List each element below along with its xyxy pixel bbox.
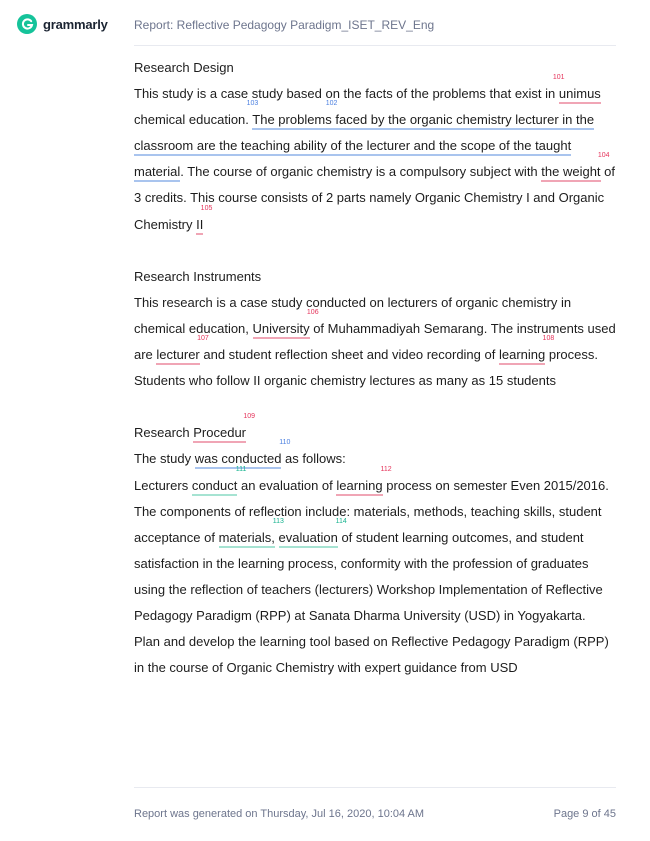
suggestion-word: lecturer — [156, 347, 200, 363]
suggestion-number: 114 — [335, 517, 347, 525]
spacer — [134, 238, 616, 264]
suggestion-number: 108 — [542, 335, 555, 343]
suggestion-107[interactable] — [156, 335, 209, 365]
suggestion-word: conduct — [191, 477, 238, 493]
logo-text: grammarly — [43, 16, 108, 32]
suggestion-109[interactable] — [193, 413, 255, 443]
suggestion-number: 109 — [243, 413, 255, 421]
text: The study — [134, 451, 195, 467]
paragraph-procedure-step1 — [134, 465, 616, 630]
document-body — [134, 55, 616, 681]
suggestion-number: 102 — [325, 100, 338, 108]
text: Lecturers — [134, 477, 192, 493]
suggestion-number: 110 — [279, 439, 291, 447]
paragraph-procedure-intro — [134, 439, 616, 472]
text: Research — [134, 425, 194, 441]
suggestion-number: 101 — [552, 74, 565, 82]
suggestion-word: the weight — [541, 164, 601, 180]
suggestion-word: learning — [498, 347, 546, 363]
suggestion-112[interactable] — [336, 465, 392, 496]
suggestion-number: 113 — [272, 517, 284, 525]
suggestion-word: learning — [336, 477, 383, 493]
text: of Muhammadiyah Semarang. The instruments used are — [134, 320, 616, 363]
suggestion-number: 107 — [197, 335, 209, 343]
text: an evaluation of — [237, 477, 337, 493]
suggestion-number: 103 — [246, 100, 259, 108]
paragraph-design — [134, 74, 616, 238]
paragraph-procedure-step2: Plan and develop the learning tool based on Reflective Pedagogy Paradigm (RPP) in the course of Organic Chemistry with expert guidance from USD — [134, 634, 609, 676]
suggestion-word: evaluation — [278, 529, 338, 545]
suggestion-111[interactable] — [191, 465, 247, 496]
text: and student reflection sheet and video recording of — [199, 347, 499, 363]
suggestion-number: 106 — [306, 308, 319, 316]
text: process on semester Even 2015/2016. The components of reflection include: materials, methods, teaching skills, student acceptance of — [134, 477, 609, 545]
text: . The course of organic chemistry is a compulsory subject with — [180, 164, 542, 180]
suggestion-word: was conducted — [194, 451, 282, 467]
spacer — [134, 394, 616, 420]
paragraph-instruments — [134, 290, 616, 394]
section-heading-procedure — [134, 413, 616, 446]
footer-divider — [134, 787, 616, 788]
text: as follows: — [281, 451, 346, 467]
suggestion-105[interactable] — [196, 204, 213, 235]
suggestion-106[interactable] — [252, 308, 319, 339]
page-number: Page 9 of 45 — [553, 808, 616, 820]
text: of student learning outcomes, and student satisfaction in the learning process, conformity with the profession of graduates using the reflection of teachers (lecturers) Workshop Implementation of Reflective Pedagogy Paradigm (RPP) at Sanata Dharma University (USD) in Yogyakarta. — [134, 529, 603, 623]
suggestion-word: Procedur — [193, 425, 246, 441]
suggestion-number: 111 — [235, 465, 247, 473]
suggestion-word: materials, — [218, 529, 275, 545]
report-generated-text: Report was generated on Thursday, Jul 16, 2020, 10:04 AM — [134, 808, 425, 820]
suggestion-101[interactable] — [552, 74, 601, 104]
suggestion-word: faced by the organic chemistry lecturer in the classroom are the teaching ability of the lecturer and the scope of the taught material — [134, 112, 595, 180]
text: of 3 credits. This course consists of 2 parts namely Organic Chemistry I and Organic Chemistry — [134, 164, 616, 232]
suggestion-113[interactable] — [218, 517, 284, 548]
header-divider — [134, 45, 616, 46]
text: This research is a case study conducted on lecturers of organic chemistry in chemical education, — [134, 294, 572, 336]
suggestion-number: 105 — [200, 204, 213, 212]
suggestion-number: 112 — [380, 465, 392, 473]
section-heading-instruments: Research Instruments — [134, 268, 262, 284]
suggestion-word: II — [196, 216, 204, 232]
suggestion-108[interactable] — [498, 335, 555, 365]
suggestion-word: The problems — [252, 112, 332, 128]
report-title: Report: Reflective Pedagogy Paradigm_ISET_REV_Eng — [134, 18, 435, 32]
text: This study is a case study based on the facts of the problems that exist in — [134, 86, 559, 102]
suggestion-104[interactable] — [541, 152, 610, 182]
text: chemical education. — [134, 112, 253, 128]
suggestion-word: University — [252, 320, 310, 336]
text: process. Students who follow II organic chemistry lectures as many as 15 students — [134, 347, 598, 389]
suggestion-word: unimus — [558, 86, 601, 102]
suggestion-number: 104 — [597, 152, 610, 160]
grammarly-logo — [17, 14, 108, 34]
section-heading-design: Research Design — [134, 60, 234, 75]
grammarly-logo-icon — [17, 14, 37, 34]
